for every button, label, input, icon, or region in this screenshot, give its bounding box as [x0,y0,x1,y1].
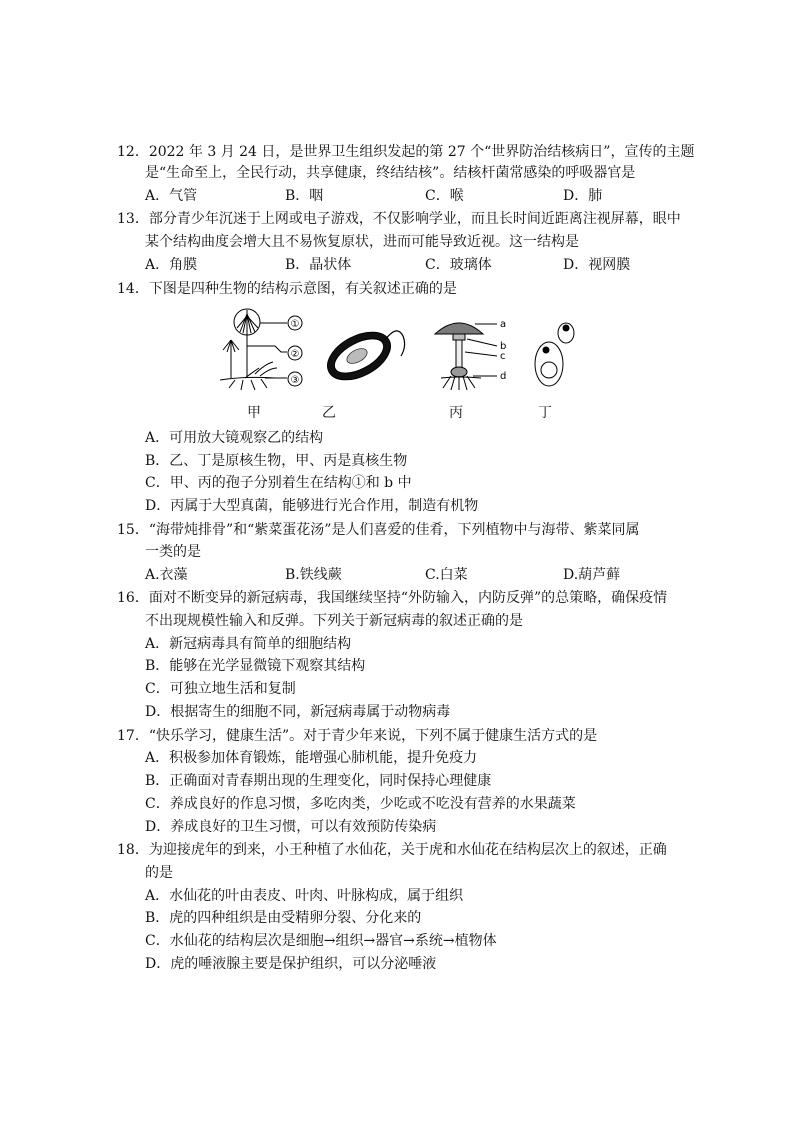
question-14-stem: 14．下图是四种生物的结构示意图，有关叙述正确的是 [117,281,457,297]
label-ding: 丁 [538,405,552,421]
option-c: C．玻璃体 [425,257,492,273]
question-15-stem-cont: 一类的是 [145,544,201,560]
question-16-stem: 16．面对不断变异的新冠病毒，我国继续坚持“外防输入，内防反弹”的总策略，确保疫情 [117,590,668,606]
marker-a: a [500,319,507,330]
question-12-stem: 12．2022 年 3 月 24 日，是世界卫生组织发起的第 27 个“世界防治结核病日”，宣传的主题 [117,144,695,160]
question-18-stem-cont: 的是 [145,865,173,881]
question-16-stem-cont: 不出现规模性输入和反弹。下列关于新冠病毒的叙述正确的是 [145,613,523,629]
marker-2: ② [290,349,300,360]
question-13-stem-cont: 某个结构曲度会增大且不易恢复原状，进而可能导致近视。这一结构是 [145,234,579,250]
question-17-stem: 17．“快乐学习，健康生活”。对于青少年来说，下列不属于健康生活方式的是 [117,728,598,744]
organisms-diagram [215,306,605,402]
question-16-option-a: A．新冠病毒具有简单的细胞结构 [145,636,352,652]
question-17-option-c: C．养成良好的作息习惯，多吃肉类，少吃或不吃没有营养的水果蔬菜 [145,796,576,812]
mushroom-markers [500,319,506,382]
question-18-option-a: A．水仙花的叶由表皮、叶肉、叶脉构成，属于组织 [145,888,464,904]
question-13-stem: 13．部分青少年沉迷于上网或电子游戏，不仅影响学业，而且长时间近距离注视屏幕，眼中 [117,211,681,227]
question-16-option-d: D．根据寄生的细胞不同，新冠病毒属于动物病毒 [145,704,451,720]
option-c: C．喉 [425,188,464,204]
option-a: A．角膜 [145,257,198,273]
question-14-option-a: A．可用放大镜观察乙的结构 [145,430,324,446]
fern-jia-markers [291,319,300,386]
question-17-option-a: A．积极参加体育锻炼，能增强心肺机能，提升免疫力 [145,750,478,766]
option-d: D．肺 [563,188,603,204]
question-14-option-d: D．丙属于大型真菌，能够进行光合作用，制造有机物 [145,498,479,514]
question-18-stem: 18．为迎接虎年的到来，小王种植了水仙花，关于虎和水仙花在结构层次上的叙述，正确 [117,842,667,858]
organisms-figure [215,306,605,421]
option-d: D.葫芦藓 [563,567,621,583]
option-a: A．气管 [145,188,198,204]
yeast-ding-drawing [535,323,574,386]
option-d: D．视网膜 [563,257,631,273]
question-12-options [145,186,615,206]
option-b: B.铁线蕨 [285,567,342,583]
question-13-options [145,255,631,275]
question-16-option-c: C．可独立地生活和复制 [145,681,296,697]
question-16-option-b: B．能够在光学显微镜下观察其结构 [145,658,366,674]
question-15-stem: 15．“海带炖排骨”和“紫菜蛋花汤”是人们喜爱的佳肴，下列植物中与海带、紫菜同属 [117,522,640,538]
question-17-option-d: D．养成良好的卫生习惯，可以有效预防传染病 [145,819,437,835]
marker-1: ① [290,319,300,330]
question-17-option-b: B．正确面对青春期出现的生理变化，同时保持心理健康 [145,773,492,789]
question-12-stem-cont: 是“生命至上，全民行动，共享健康，终结结核”。结核杆菌常感染的呼吸器官是 [145,165,636,181]
marker-c: c [500,351,506,362]
label-bing: 丙 [449,405,463,421]
mushroom-bing-drawing [435,323,497,390]
option-c: C.白菜 [425,567,468,583]
question-15-options [145,565,621,585]
option-b: B．晶状体 [285,257,352,273]
question-18-option-b: B．虎的四种组织是由受精卵分裂、分化来的 [145,910,422,926]
question-18-option-d: D．虎的唾液腺主要是保护组织，可以分泌唾液 [145,956,437,972]
option-a: A.衣藻 [145,567,188,583]
label-jia: 甲 [247,405,261,421]
label-yi: 乙 [322,405,336,421]
question-18-option-c: C．水仙花的结构层次是细胞→组织→器官→系统→植物体 [145,933,497,949]
marker-b: b [500,341,507,352]
option-b: B．咽 [285,188,324,204]
question-14-option-b: B．乙、丁是原核生物，甲、丙是真核生物 [145,453,408,469]
marker-d: d [500,371,507,382]
marker-3: ③ [290,375,300,386]
bacterium-yi-drawing [320,322,405,389]
question-14-option-c: C．甲、丙的孢子分别着生在结构①和 b 中 [145,475,412,491]
